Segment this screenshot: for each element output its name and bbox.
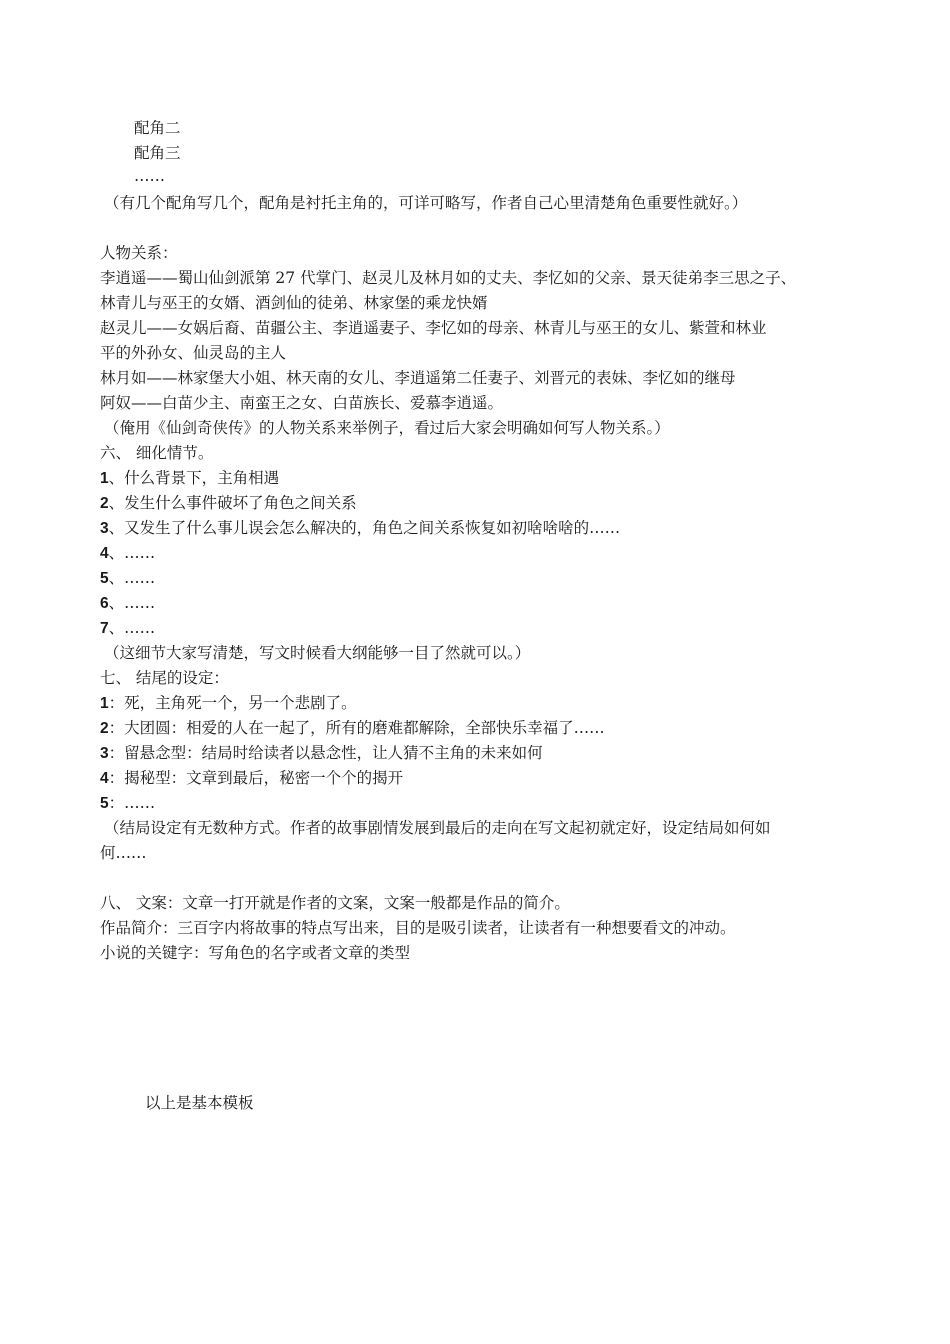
section7-note-2: 何…… [100, 844, 147, 862]
section6-note: （这细节大家写清楚，写文时候看大纲能够一目了然就可以。） [104, 644, 531, 662]
relationship-lin-yueru: 林月如——林家堡大小姐、林天南的女儿、李逍遥第二任妻子、刘晋元的表妹、李忆如的继母 [100, 369, 736, 387]
list-item: 1、什么背景下，主角相遇 [100, 469, 280, 487]
supporting-role-ellipsis: …… [134, 167, 165, 185]
list-item: 7、…… [100, 619, 156, 637]
relationships-heading: 人物关系： [100, 244, 178, 262]
supporting-role-note: （有几个配角写几个，配角是衬托主角的，可详可略写，作者自己心里清楚角色重要性就好。） [104, 194, 748, 212]
section7-heading: 七、 结尾的设定： [100, 669, 229, 687]
relationship-li-xiaoyao-2: 林青儿与巫王的女婿、酒剑仙的徒弟、林家堡的乘龙快婿 [100, 294, 488, 312]
relationship-zhao-linger-1: 赵灵儿——女娲后裔、苗疆公主、李逍遥妻子、李忆如的母亲、林青儿与巫王的女儿、紫萱和林业 [100, 319, 767, 337]
section8-intro: 作品简介：三百字内将故事的特点写出来，目的是吸引读者，让读者有一种想要看文的冲动。 [100, 919, 736, 937]
section6-heading: 六、 细化情节。 [100, 444, 214, 462]
relationships-note: （俺用《仙剑奇侠传》的人物关系来举例子，看过后大家会明确如何写人物关系。） [104, 419, 670, 437]
list-item: 2：大团圆：相爱的人在一起了，所有的磨难都解除，全部快乐幸福了…… [100, 719, 605, 737]
list-item: 6、…… [100, 594, 156, 612]
section8-heading: 八、 文案：文章一打开就是作者的文案，文案一般都是作品的简介。 [100, 894, 570, 912]
list-item: 5、…… [100, 569, 156, 587]
list-item: 3、又发生了什么事儿误会怎么解决的，角色之间关系恢复如初啥啥啥的…… [100, 519, 621, 537]
relationship-zhao-linger-2: 平的外孙女、仙灵岛的主人 [100, 344, 287, 362]
list-item: 4：揭秘型：文章到最后，秘密一个个的揭开 [100, 769, 404, 787]
supporting-role-2: 配角二 [134, 119, 181, 137]
relationship-anu: 阿奴——白苗少主、南蛮王之女、白苗族长、爱慕李逍遥。 [100, 394, 504, 412]
list-item: 1：死，主角死一个，另一个悲剧了。 [100, 694, 357, 712]
supporting-role-3: 配角三 [134, 144, 181, 162]
list-item: 4、…… [100, 544, 156, 562]
closing-text: 以上是基本模板 [145, 1094, 254, 1112]
section8-keywords: 小说的关键字：写角色的名字或者文章的类型 [100, 944, 411, 962]
relationship-li-xiaoyao-1: 李逍遥——蜀山仙剑派第 27 代掌门、赵灵儿及林月如的丈夫、李忆如的父亲、景天徒弟李三思之子、 [100, 269, 797, 287]
list-item: 3：留悬念型：结局时给读者以悬念性，让人猜不主角的未来如何 [100, 744, 543, 762]
list-item: 2、发生什么事件破坏了角色之间关系 [100, 494, 357, 512]
section7-note-1: （结局设定有无数种方式。作者的故事剧情发展到最后的走向在写文起初就定好，设定结局如何如 [104, 819, 771, 837]
list-item: 5：…… [100, 794, 156, 812]
